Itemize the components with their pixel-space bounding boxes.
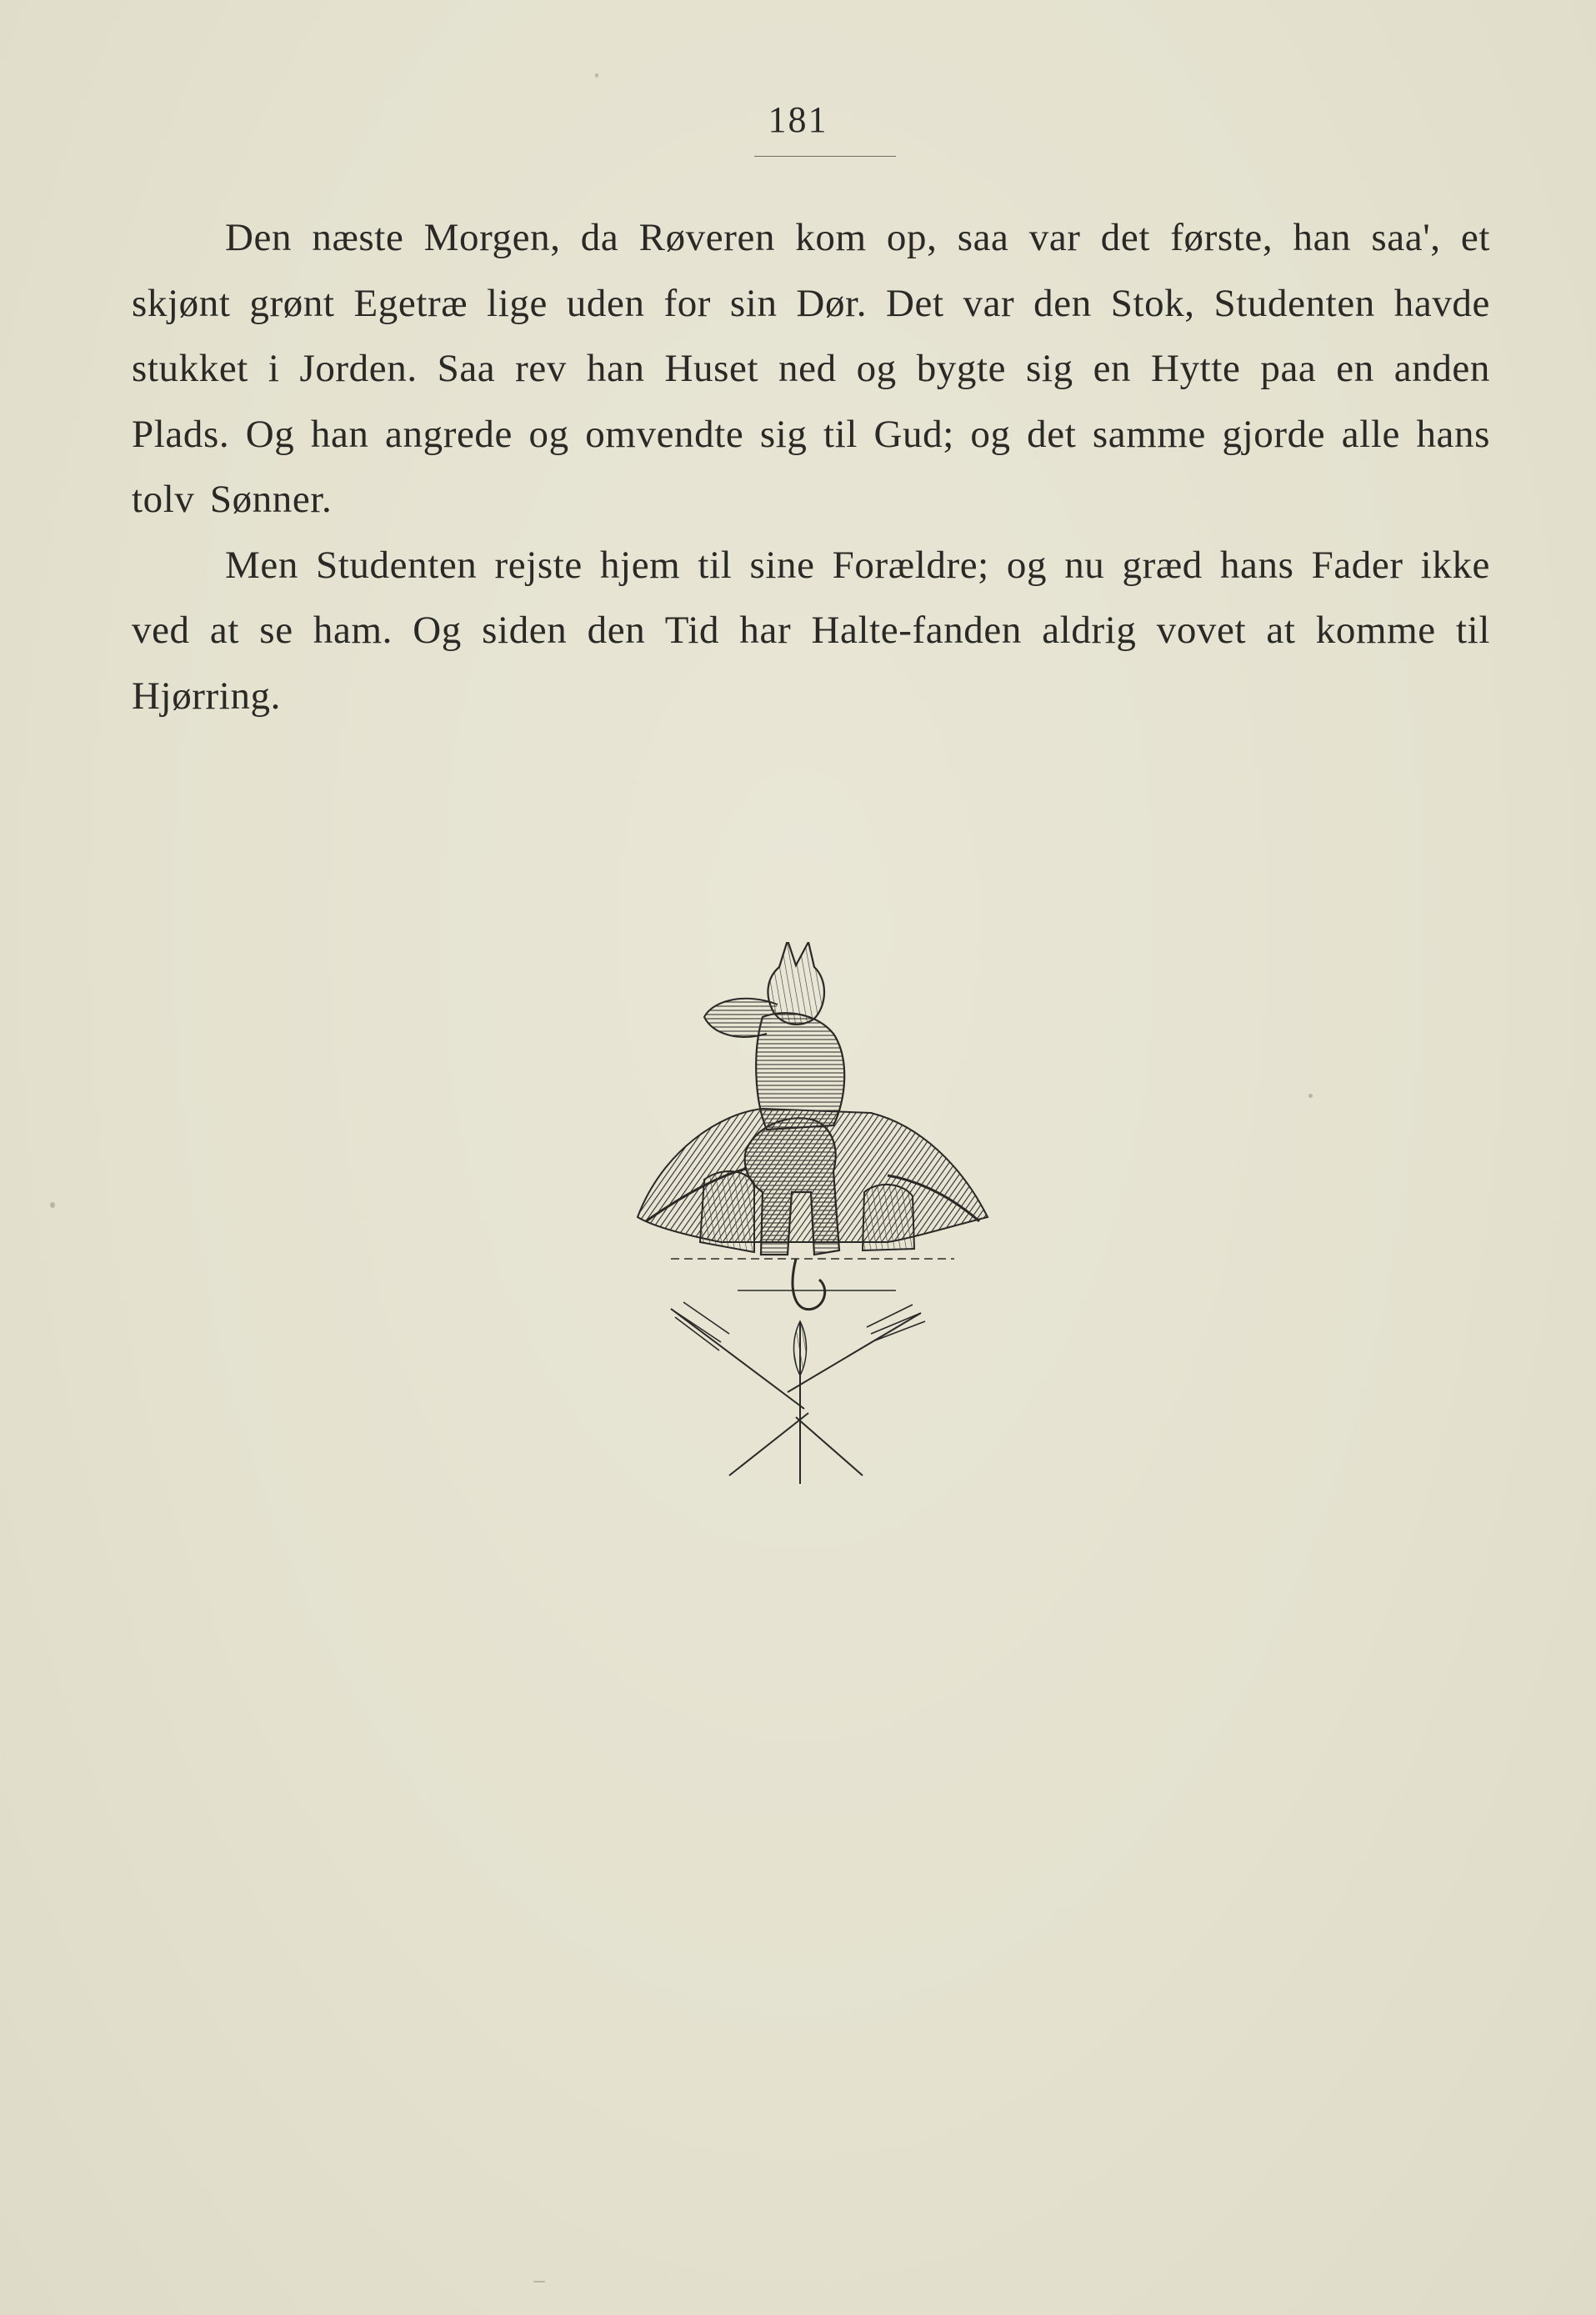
body-text	[132, 205, 1490, 729]
page-number: 181	[768, 99, 828, 140]
paper-speck	[595, 73, 598, 78]
page-number-rule	[754, 156, 896, 157]
paragraph-1: Den næste Morgen, da Røveren kom op, saa var det første, han saa', et skjønt grønt Egetræ lige uden for sin Dør. Det var den Stok, Studenten havde stukket i Jorden. Saa rev han Huset ned og bygte sig en Hytte paa en anden Plads. Og han angrede og omvendte sig til Gud; og det samme gjorde alle hans tolv Sønner.	[132, 216, 1490, 521]
paragraph-2: Men Studenten rejste hjem til sine Forældre; og nu græd hans Fader ikke ved at se ham. Og siden den Tid har Halte-fanden aldrig vovet at komme til Hjørring.	[132, 543, 1490, 718]
devil-sitting-vignette-icon	[621, 942, 1004, 1492]
paper-speck	[50, 1202, 55, 1208]
paper-speck	[533, 2281, 545, 2282]
paper-speck	[1308, 1094, 1313, 1098]
